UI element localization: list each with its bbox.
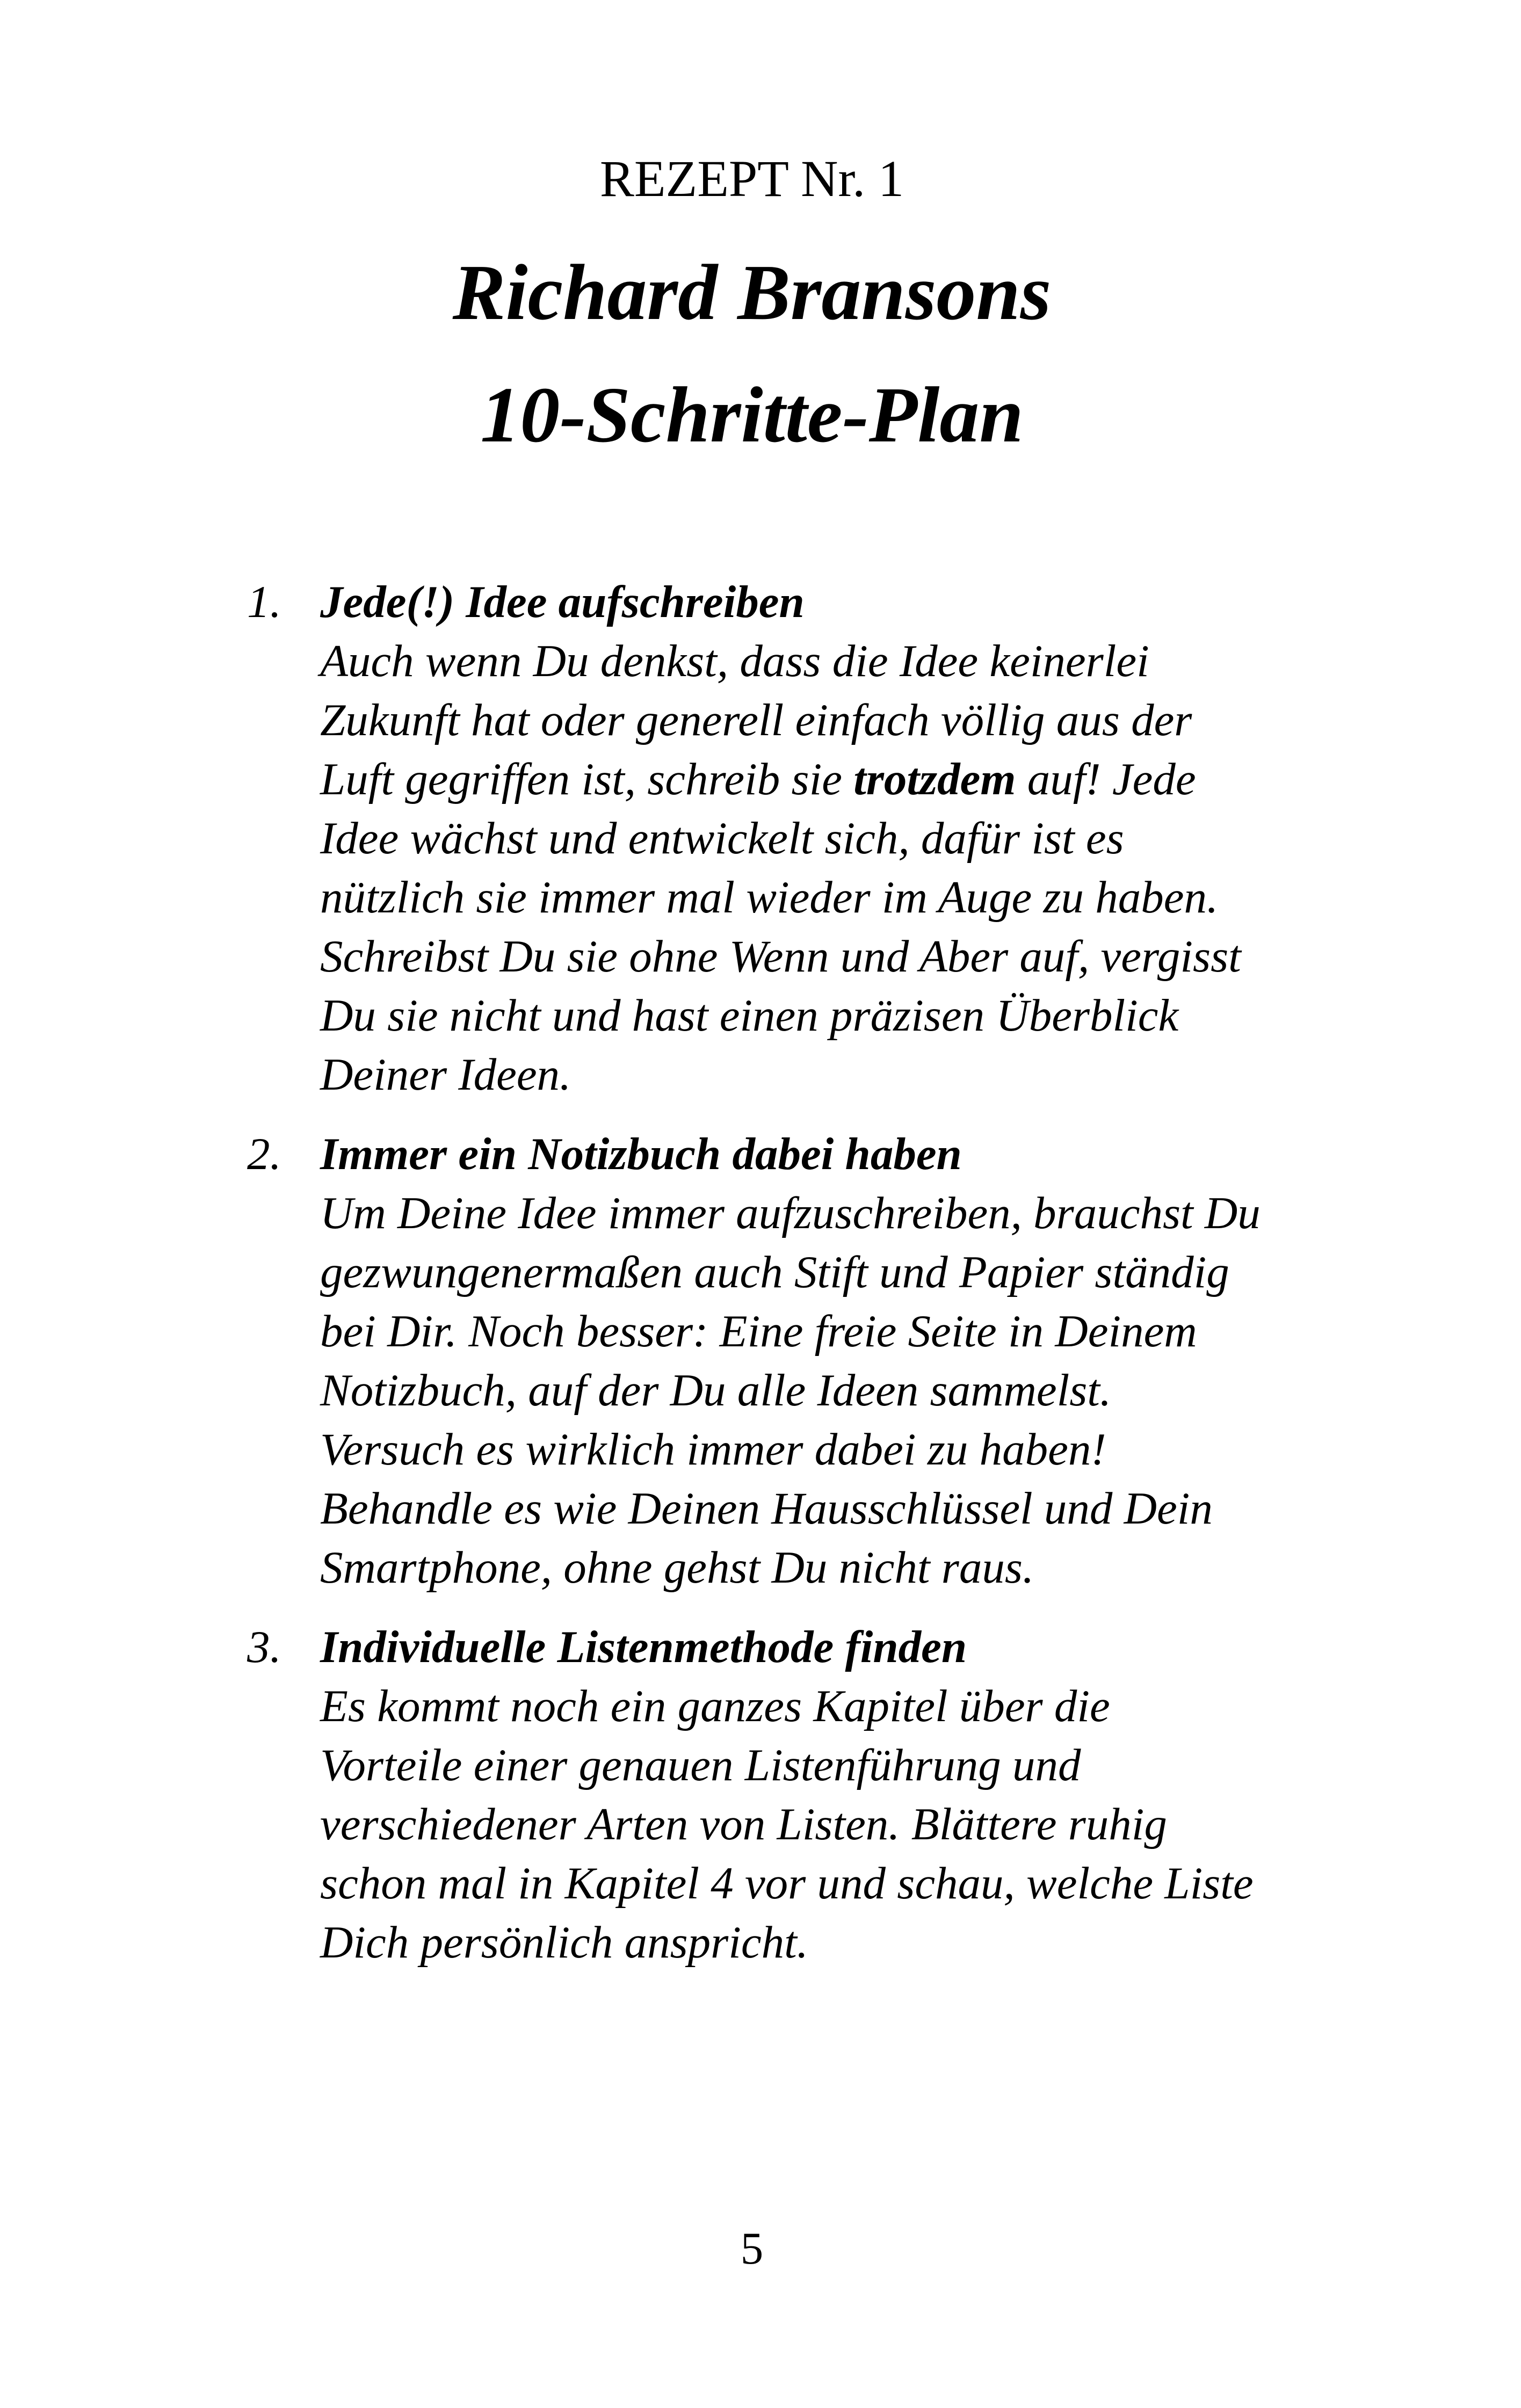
step-text-line: Vorteile einer genauen Listenführung und bbox=[320, 1740, 1081, 1790]
step-text-line: Um Deine Idee immer aufzuschreiben, brauchst Du bbox=[320, 1188, 1261, 1238]
step-item-3 bbox=[0, 1618, 1521, 1972]
step-text-line: Smartphone, ohne gehst Du nicht raus. bbox=[320, 1542, 1034, 1593]
page-number: 5 bbox=[740, 2223, 764, 2274]
step-number: 3. bbox=[247, 1622, 281, 1672]
emphasis-text: trotzdem bbox=[853, 754, 1016, 804]
text-segment: Luft gegriffen ist, schreib sie bbox=[320, 754, 854, 804]
step-text-line: verschiedener Arten von Listen. Blättere ruhig bbox=[320, 1799, 1167, 1849]
step-text-line: bei Dir. Noch besser: Eine freie Seite in Deinem bbox=[320, 1306, 1197, 1357]
step-text-line: Deiner Ideen. bbox=[320, 1049, 571, 1100]
step-item-2 bbox=[0, 1125, 1521, 1597]
steps-list bbox=[0, 572, 1521, 1992]
step-heading: Jede(!) Idee aufschreiben bbox=[320, 577, 805, 627]
step-text-line: gezwungenermaßen auch Stift und Papier ständig bbox=[320, 1247, 1229, 1297]
step-text-line: Behandle es wie Deinen Hausschlüssel und Dein bbox=[320, 1483, 1213, 1534]
step-item-1 bbox=[0, 572, 1521, 1104]
step-heading: Immer ein Notizbuch dabei haben bbox=[320, 1129, 962, 1179]
step-heading: Individuelle Listenmethode finden bbox=[320, 1622, 967, 1672]
step-text-line: Dich persönlich anspricht. bbox=[320, 1917, 808, 1968]
step-body bbox=[320, 1677, 1448, 1972]
step-text-line: schon mal in Kapitel 4 vor und schau, welche Liste bbox=[320, 1858, 1254, 1909]
page-title-line-2: 10-Schritte-Plan bbox=[480, 371, 1024, 459]
step-text-line: Idee wächst und entwickelt sich, dafür ist es bbox=[320, 813, 1124, 864]
text-segment: auf! Jede bbox=[1016, 754, 1196, 804]
step-text-line: Schreibst Du sie ohne Wenn und Aber auf, vergisst bbox=[320, 931, 1241, 982]
step-text-line: Zukunft hat oder generell einfach völlig aus der bbox=[320, 695, 1192, 745]
step-text-line bbox=[320, 750, 1448, 809]
page-title-line-1: Richard Bransons bbox=[452, 249, 1052, 337]
step-number: 2. bbox=[247, 1129, 281, 1179]
step-text-line: Du sie nicht und hast einen präzisen Überblick bbox=[320, 990, 1179, 1041]
step-body bbox=[320, 632, 1448, 1104]
step-number: 1. bbox=[247, 577, 281, 627]
step-text-line: Es kommt noch ein ganzes Kapitel über die bbox=[320, 1681, 1110, 1731]
step-text-line: Auch wenn Du denkst, dass die Idee keinerlei bbox=[320, 636, 1149, 686]
recipe-label: REZEPT Nr. 1 bbox=[599, 150, 904, 207]
step-body bbox=[320, 1184, 1448, 1597]
step-text-line: nützlich sie immer mal wieder im Auge zu haben. bbox=[320, 872, 1219, 923]
step-text-line: Notizbuch, auf der Du alle Ideen sammelst. bbox=[320, 1365, 1112, 1416]
step-text-line: Versuch es wirklich immer dabei zu haben! bbox=[320, 1424, 1106, 1475]
